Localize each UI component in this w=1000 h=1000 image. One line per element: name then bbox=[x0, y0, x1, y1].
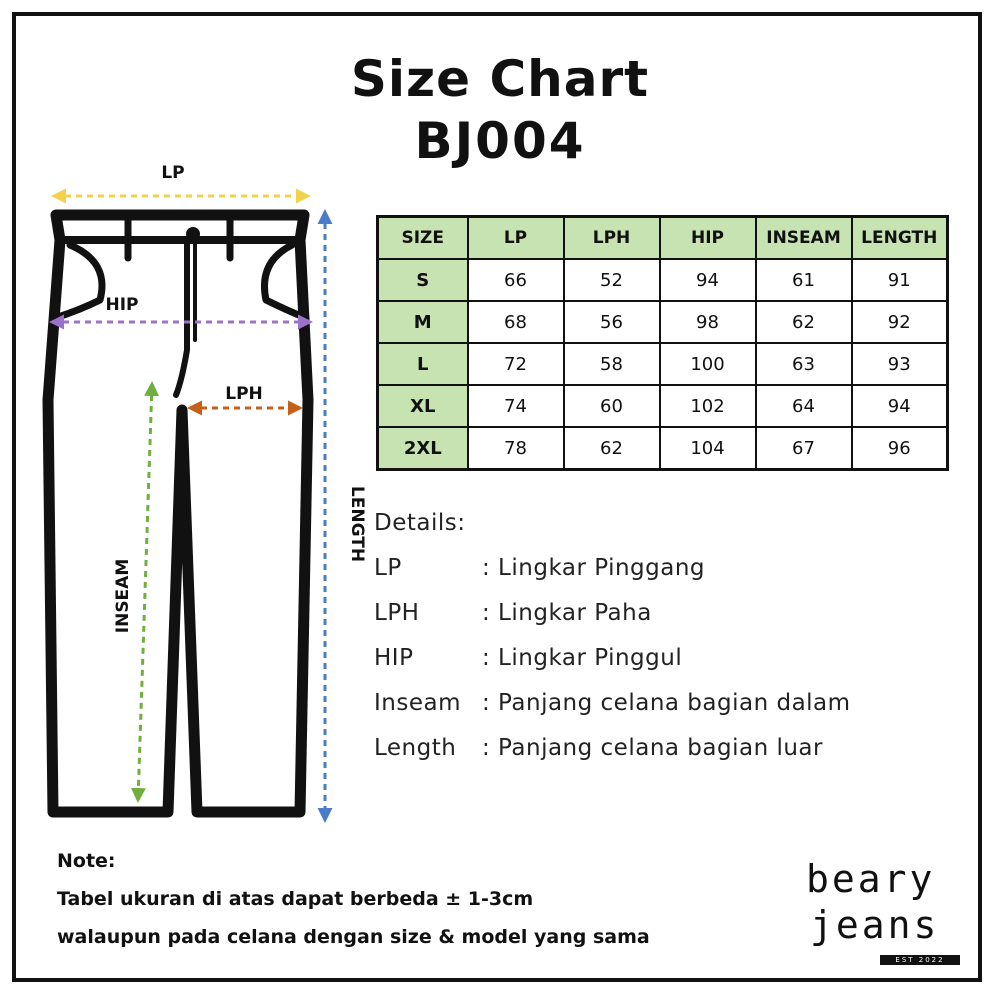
details-section bbox=[374, 510, 851, 780]
brand-tagline: EST 2022 bbox=[880, 955, 960, 965]
table-row bbox=[378, 427, 948, 470]
value-cell: 78 bbox=[468, 427, 564, 470]
length-label: LENGTH bbox=[347, 485, 367, 563]
value-cell: 94 bbox=[660, 259, 756, 301]
pants-outline bbox=[48, 215, 308, 812]
value-cell: 58 bbox=[564, 343, 660, 385]
value-cell: 56 bbox=[564, 301, 660, 343]
value-cell: 96 bbox=[852, 427, 948, 470]
pants-diagram bbox=[0, 0, 400, 840]
table-row bbox=[378, 301, 948, 343]
size-cell: M bbox=[378, 301, 468, 343]
header-lph: LPH bbox=[564, 217, 660, 260]
brand-logo bbox=[806, 856, 966, 964]
product-code: BJ004 bbox=[414, 112, 586, 170]
value-cell: 92 bbox=[852, 301, 948, 343]
header-hip: HIP bbox=[660, 217, 756, 260]
table-header-row bbox=[378, 217, 948, 260]
details-term: HIP bbox=[374, 645, 414, 671]
details-item bbox=[374, 690, 851, 735]
brand-word-2: jeans bbox=[810, 903, 940, 947]
value-cell: 52 bbox=[564, 259, 660, 301]
table-row bbox=[378, 259, 948, 301]
size-table bbox=[376, 215, 949, 471]
inseam-label: INSEAM bbox=[113, 558, 133, 634]
details-definition: : Lingkar Paha bbox=[482, 600, 652, 626]
details-definition: : Panjang celana bagian dalam bbox=[482, 690, 851, 716]
value-cell: 60 bbox=[564, 385, 660, 427]
size-cell: 2XL bbox=[378, 427, 468, 470]
details-item bbox=[374, 600, 851, 645]
value-cell: 72 bbox=[468, 343, 564, 385]
size-cell: S bbox=[378, 259, 468, 301]
note-heading: Note: bbox=[57, 850, 116, 872]
table-row bbox=[378, 385, 948, 427]
value-cell: 61 bbox=[756, 259, 852, 301]
value-cell: 100 bbox=[660, 343, 756, 385]
value-cell: 64 bbox=[756, 385, 852, 427]
value-cell: 66 bbox=[468, 259, 564, 301]
lph-label: LPH bbox=[225, 384, 263, 404]
details-definition: : Panjang celana bagian luar bbox=[482, 735, 823, 761]
chart-title: Size Chart bbox=[350, 50, 650, 108]
note-section bbox=[57, 842, 650, 956]
value-cell: 74 bbox=[468, 385, 564, 427]
value-cell: 93 bbox=[852, 343, 948, 385]
details-term: Inseam bbox=[374, 690, 461, 716]
details-term: Length bbox=[374, 735, 457, 761]
lp-label: LP bbox=[161, 163, 185, 183]
value-cell: 63 bbox=[756, 343, 852, 385]
table-row bbox=[378, 343, 948, 385]
header-inseam: INSEAM bbox=[756, 217, 852, 260]
hip-label: HIP bbox=[105, 295, 139, 315]
size-cell: L bbox=[378, 343, 468, 385]
note-line: Tabel ukuran di atas dapat berbeda ± 1-3cm bbox=[57, 888, 534, 910]
button bbox=[186, 227, 200, 241]
details-definition: : Lingkar Pinggang bbox=[482, 555, 706, 581]
value-cell: 94 bbox=[852, 385, 948, 427]
brand-word-1: beary bbox=[806, 857, 936, 901]
value-cell: 62 bbox=[564, 427, 660, 470]
details-item bbox=[374, 735, 851, 780]
details-term: LPH bbox=[374, 600, 420, 626]
details-item bbox=[374, 555, 851, 600]
details-definition: : Lingkar Pinggul bbox=[482, 645, 683, 671]
header-size: SIZE bbox=[378, 217, 468, 260]
value-cell: 98 bbox=[660, 301, 756, 343]
value-cell: 68 bbox=[468, 301, 564, 343]
details-item bbox=[374, 645, 851, 690]
value-cell: 91 bbox=[852, 259, 948, 301]
details-term: LP bbox=[374, 555, 402, 581]
value-cell: 104 bbox=[660, 427, 756, 470]
value-cell: 62 bbox=[756, 301, 852, 343]
size-cell: XL bbox=[378, 385, 468, 427]
header-length: LENGTH bbox=[852, 217, 948, 260]
note-line: walaupun pada celana dengan size & model yang sama bbox=[57, 926, 650, 948]
details-heading: Details: bbox=[374, 510, 466, 536]
header-lp: LP bbox=[468, 217, 564, 260]
value-cell: 67 bbox=[756, 427, 852, 470]
value-cell: 102 bbox=[660, 385, 756, 427]
